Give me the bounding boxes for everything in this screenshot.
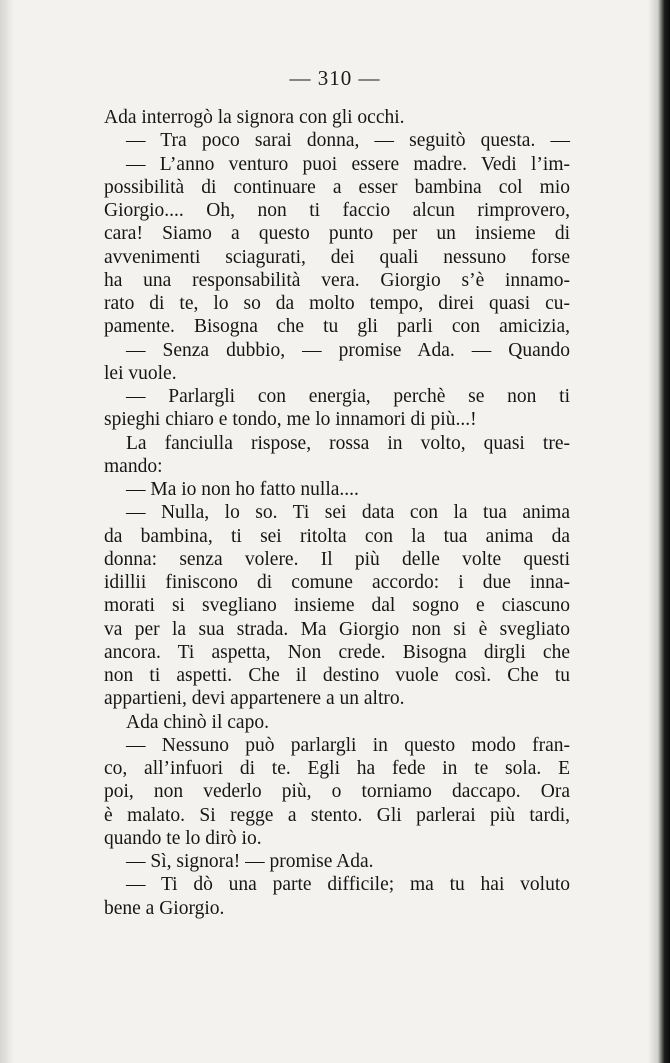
text-line: cara! Siamo a questo punto per un insieme di (104, 223, 570, 245)
text-line: quando te lo dirò io. (104, 827, 262, 849)
text-line: mando: (104, 455, 163, 477)
text-line: va per la sua strada. Ma Giorgio non si è svegliato (104, 618, 570, 640)
text-line: — Tra poco sarai donna, — seguitò questa. — (126, 130, 570, 152)
text-line: — Ma io non ho fatto nulla.... (126, 479, 359, 500)
text-line: morati si svegliano insieme dal sogno e ciascuno (104, 595, 570, 617)
text-line: — Sì, signora! — promise Ada. (126, 851, 374, 872)
text-line: spieghi chiaro e tondo, me lo innamori di più...! (104, 409, 477, 431)
page-number: — 310 — (289, 66, 381, 90)
text-line: bene a Giorgio. (104, 897, 225, 919)
text-line: non ti aspetti. Che il destino vuole così. Che tu (104, 665, 570, 686)
text-line: lei vuole. (104, 362, 177, 384)
text-line: co, all’infuori di te. Egli ha fede in te sola. E (104, 758, 570, 779)
text-line: — Parlargli con energia, perchè se non ti (126, 386, 570, 407)
text-line: — Senza dubbio, — promise Ada. — Quando (126, 339, 570, 361)
text-line: — Nulla, lo so. Ti sei data con la tua anima (126, 502, 570, 524)
text-line: — L’anno venturo puoi essere madre. Vedi l’im- (126, 153, 570, 175)
text-line: — Ti dò una parte difficile; ma tu hai voluto (126, 874, 570, 896)
page-edge-right (648, 0, 670, 1063)
page-text (104, 106, 570, 920)
text-line: poi, non vederlo più, o torniamo daccapo. Ora (104, 781, 570, 803)
text-line: donna: senza volere. Il più delle volte questi (104, 548, 570, 570)
text-line: avvenimenti sciagurati, dei quali nessuno forse (104, 246, 570, 268)
text-line: Ada chinò il capo. (126, 711, 269, 733)
text-line: Ada interrogò la signora con gli occhi. (104, 107, 405, 128)
text-line: Giorgio.... Oh, non ti faccio alcun rimprovero, (104, 200, 570, 221)
text-line: La fanciulla rispose, rossa in volto, quasi tre- (126, 432, 570, 454)
text-line: rato di te, lo so da molto tempo, direi quasi cu- (104, 293, 570, 314)
text-line: è malato. Si regge a stento. Gli parlerai più tardi, (104, 804, 570, 826)
text-line: pamente. Bisogna che tu gli parli con amicizia, (104, 316, 570, 338)
page-edge-left (0, 0, 14, 1063)
text-line: possibilità di continuare a esser bambina col mio (104, 176, 570, 198)
text-line: appartieni, devi appartenere a un altro. (104, 688, 405, 710)
text-line: ha una responsabilità vera. Giorgio s’è innamo- (104, 269, 570, 291)
text-line: — Nessuno può parlargli in questo modo fran- (126, 734, 570, 756)
text-line: da bambina, ti sei ritolta con la tua anima da (104, 525, 570, 547)
text-line: idillii finiscono di comune accordo: i due inna- (104, 572, 570, 593)
text-line: ancora. Ti aspetta, Non crede. Bisogna dirgli che (104, 641, 570, 663)
